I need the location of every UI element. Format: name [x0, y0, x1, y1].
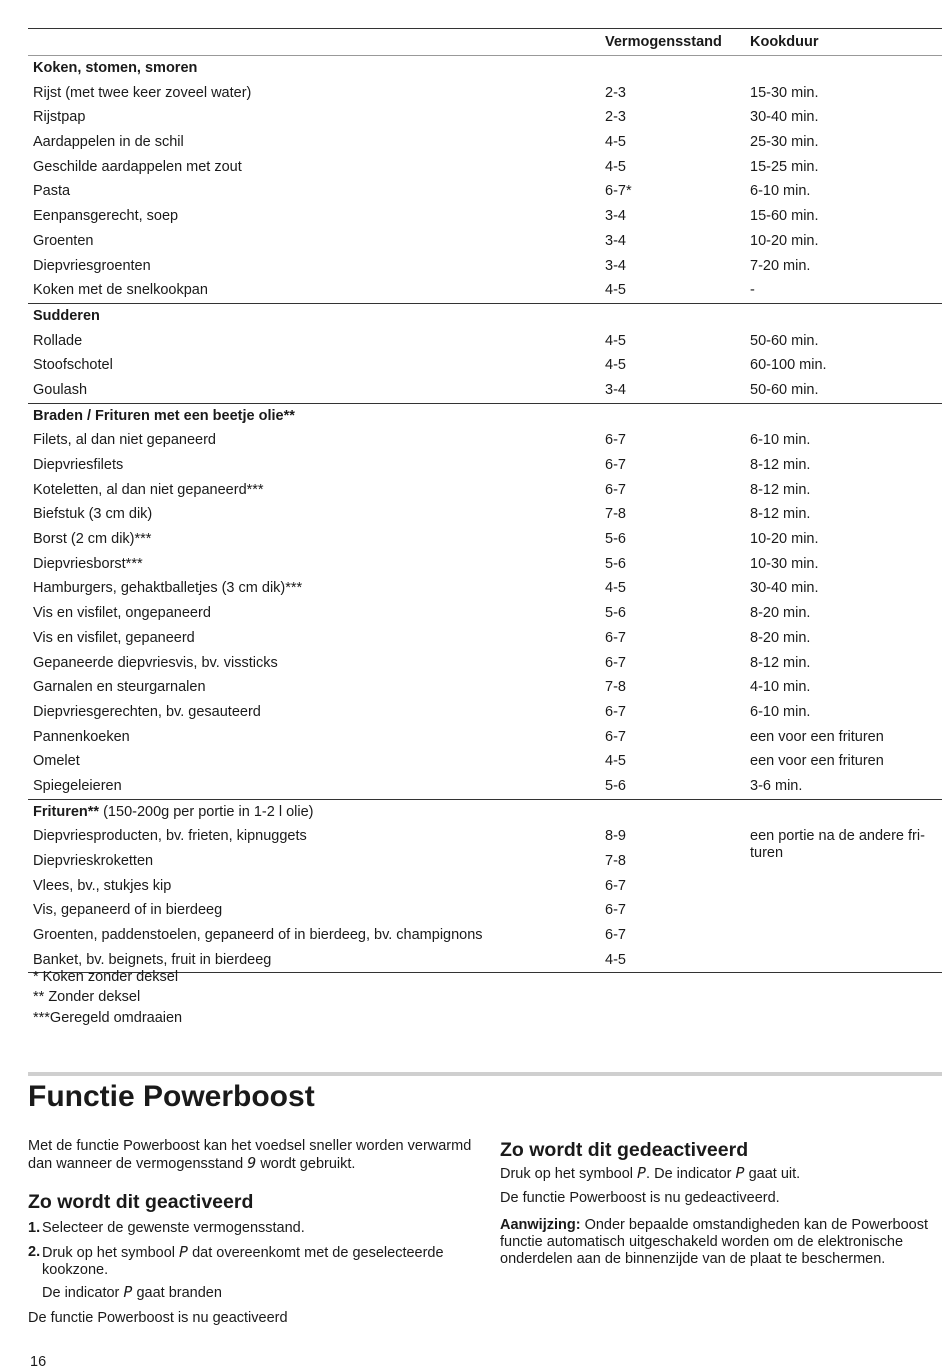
cooking-time-cell: 10-20 min. [750, 232, 819, 249]
cooking-time-cell: 60-100 min. [750, 357, 827, 374]
dish-cell: Borst (2 cm dik)*** [33, 531, 152, 548]
header-cooking-time: Kookduur [750, 34, 819, 50]
power-level-cell: 4-5 [605, 580, 626, 597]
table-row [28, 725, 942, 750]
power-level-cell: 5-6 [605, 531, 626, 548]
cooking-time-cell: 8-12 min. [750, 654, 811, 671]
section-title: Frituren** [33, 803, 100, 820]
cooking-time-cell: een voor een frituren [750, 728, 884, 745]
dish-cell: Banket, bv. beignets, fruit in bierdeeg [33, 951, 272, 968]
dish-cell: Eenpansgerecht, soep [33, 208, 179, 225]
power-level-cell: 6-7 [605, 629, 626, 646]
header-power-level: Vermogensstand [605, 34, 722, 50]
power-level-cell: 7-8 [605, 679, 626, 696]
cooking-time-cell: 7-20 min. [750, 257, 811, 274]
power-level-cell: 7-8 [605, 853, 626, 869]
cooking-time-cell: 8-20 min. [750, 629, 811, 646]
table-row [28, 478, 942, 503]
section-title-line [33, 800, 313, 825]
footnote: ***Geregeld omdraaien [33, 1009, 183, 1026]
footnote: * Koken zonder deksel [33, 969, 179, 985]
section-title: Sudderen [33, 307, 100, 324]
dish-cell: Pasta [33, 183, 71, 200]
cooking-time-cell: 50-60 min. [750, 332, 819, 349]
dish-cell: Goulash [33, 381, 88, 398]
table-row [28, 254, 942, 279]
power-level-cell: 5-6 [605, 777, 626, 794]
section-rows [28, 81, 942, 303]
table-row [28, 651, 942, 676]
power-level-cell: 3-4 [605, 381, 626, 398]
cooking-time-cell: 25-30 min. [750, 134, 819, 151]
power-level-cell: 4-5 [605, 282, 626, 299]
dish-cell: Koteletten, al dan niet gepaneerd*** [33, 481, 264, 498]
dish-cell: Filets, al dan niet gepaneerd [33, 432, 216, 449]
table-footnotes [33, 967, 182, 1028]
cooking-time-cell: 8-12 min. [750, 457, 811, 473]
table-row [28, 353, 942, 378]
section-rows [28, 428, 942, 798]
table-row [28, 278, 942, 303]
power-level-cell: 6-7* [605, 183, 632, 200]
cooking-time-cell: een voor een frituren [750, 753, 884, 770]
power-level-cell: 8-9 [605, 828, 626, 845]
powerboost-symbol-icon: P [637, 1164, 647, 1182]
section-subtitle: (150-200g per portie in 1-2 l olie) [99, 803, 314, 820]
powerboost-indicator-icon: P [735, 1164, 745, 1182]
powerboost-symbol-icon: P [179, 1243, 189, 1261]
cooking-time-cell: 8-12 min. [750, 481, 811, 498]
section-title: Koken, stomen, smoren [33, 60, 198, 76]
cooking-time-cell: 10-30 min. [750, 555, 819, 572]
note-label: Aanwijzing: [500, 1217, 581, 1233]
dish-cell: Koken met de snelkookpan [33, 282, 208, 299]
dish-cell: Gepaneerde diepvriesvis, bv. vissticks [33, 654, 278, 671]
dish-cell: Omelet [33, 753, 80, 770]
power-level-cell: 5-6 [605, 555, 626, 572]
cooking-time-cell: 3-6 min. [750, 777, 803, 794]
section-divider [28, 1072, 942, 1076]
power-level-cell: 4-5 [605, 951, 626, 968]
power-level-cell: 4-5 [605, 357, 626, 374]
step-1: 1. Selecteer de gewenste vermogensstand. [28, 1220, 305, 1236]
dish-cell: Spiegeleieren [33, 777, 122, 794]
table-section-header [28, 56, 942, 81]
cooking-time-cell: 6-10 min. [750, 432, 811, 449]
cooking-time-cell: 15-30 min. [750, 84, 819, 101]
power-level-cell: 3-4 [605, 232, 626, 249]
deactivate-result: De functie Powerboost is nu gedeactiveerd. [500, 1190, 780, 1206]
dish-cell: Vis en visfilet, ongepaneerd [33, 605, 211, 622]
section-rows [28, 824, 942, 973]
dish-cell: Diepvriesproducten, bv. frieten, kipnuggets [33, 828, 307, 845]
step-2: 2. Druk op het symbool P dat overeenkomt met de geselecteerde kookzone. [28, 1243, 444, 1278]
power-level-cell: 6-7 [605, 927, 626, 944]
deactivate-heading: Zo wordt dit gedeactiveerd [500, 1139, 749, 1161]
power-level-cell: 6-7 [605, 877, 626, 894]
footnote: ** Zonder deksel [33, 989, 141, 1006]
table-row [28, 774, 942, 799]
note-paragraph: Aanwijzing: Onder bepaalde omstandigheden kan de Powerboost functie automatisch uitgeschakeld worden om de elektronische onderdelen aan de binnenzijde van de plaat te beschermen. [500, 1217, 929, 1267]
power-level-cell: 6-7 [605, 654, 626, 671]
right-column [500, 1138, 942, 1268]
power-level-cell: 6-7 [605, 728, 626, 745]
power-level-cell: 4-5 [605, 134, 626, 151]
dish-cell: Vlees, bv., stukjes kip [33, 877, 172, 894]
table-row [28, 204, 942, 229]
cooking-time-cell: 15-60 min. [750, 208, 819, 225]
dish-cell: Diepvriesgroenten [33, 257, 151, 274]
dish-cell: Groenten [33, 232, 94, 249]
dish-cell: Geschilde aardappelen met zout [33, 158, 242, 175]
power-level-cell: 7-8 [605, 506, 626, 523]
dish-cell: Biefstuk (3 cm dik) [33, 506, 153, 523]
cooking-time-cell: 30-40 min. [750, 580, 819, 597]
power-level-cell: 6-7 [605, 457, 626, 473]
table-row [28, 700, 942, 725]
power-level-cell: 4-5 [605, 332, 626, 349]
power-level-cell: 3-4 [605, 208, 626, 225]
dish-cell: Hamburgers, gehaktballetjes (3 cm dik)*** [33, 580, 303, 597]
dish-cell: Groenten, paddenstoelen, gepaneerd of in bierdeeg, bv. champignons [33, 927, 483, 944]
table-row [28, 552, 942, 577]
dish-cell: Rijst (met twee keer zoveel water) [33, 84, 252, 101]
table-row [28, 898, 942, 923]
cooking-time-cell: - [750, 282, 755, 299]
cooking-time-cell: 15-25 min. [750, 158, 819, 175]
power-level-cell: 3-4 [605, 257, 626, 274]
table-row [28, 428, 942, 453]
power-level-cell: 2-3 [605, 84, 626, 101]
table-row [28, 874, 942, 899]
left-column [28, 1138, 478, 1327]
cooking-time-cell: 6-10 min. [750, 703, 811, 720]
dish-cell: Vis en visfilet, gepaneerd [33, 629, 195, 646]
activate-heading: Zo wordt dit geactiveerd [28, 1191, 254, 1213]
table-row [28, 179, 942, 204]
power-level-cell: 6-7 [605, 902, 626, 919]
power-level-cell: 6-7 [605, 481, 626, 498]
power-level-cell: 6-7 [605, 432, 626, 449]
power-level-cell: 6-7 [605, 703, 626, 720]
table-row [28, 527, 942, 552]
frying-time-note: een portie na de andere fri-turen [750, 828, 925, 862]
powerboost-indicator-icon: P [123, 1283, 133, 1301]
cooking-time-cell: 8-20 min. [750, 605, 811, 622]
section-rows [28, 329, 942, 403]
dish-cell: Rollade [33, 332, 83, 349]
dish-cell: Diepvriesgerechten, bv. gesauteerd [33, 703, 261, 720]
cooking-table [28, 28, 942, 973]
dish-cell: Diepvriesfilets [33, 457, 124, 473]
power-level-9-symbol: 9 [247, 1154, 257, 1172]
table-row [28, 81, 942, 106]
cooking-time-cell: 30-40 min. [750, 109, 819, 126]
table-row [28, 576, 942, 601]
dish-cell: Diepvrieskroketten [33, 853, 154, 869]
indicator-note: De indicator P gaat branden [42, 1283, 222, 1301]
table-row [28, 130, 942, 155]
table-row [28, 155, 942, 180]
table-row [28, 601, 942, 626]
cooking-time-cell: 4-10 min. [750, 679, 811, 696]
table-section-header [28, 303, 942, 329]
cooking-time-cell: 10-20 min. [750, 531, 819, 548]
table-row [28, 675, 942, 700]
dish-cell: Pannenkoeken [33, 728, 130, 745]
power-level-cell: 5-6 [605, 605, 626, 622]
dish-cell: Stoofschotel [33, 357, 113, 374]
cooking-time-cell: 50-60 min. [750, 381, 819, 398]
table-row [28, 626, 942, 651]
table-header [28, 29, 942, 56]
table-section-header [28, 403, 942, 429]
dish-cell: Rijstpap [33, 109, 86, 126]
cooking-time-cell: 8-12 min. [750, 506, 811, 523]
table-row [28, 923, 942, 948]
dish-cell: Aardappelen in de schil [33, 134, 184, 151]
table-row [28, 329, 942, 354]
deactivate-line: Druk op het symbool P. De indicator P gaat uit. [500, 1164, 801, 1182]
activate-result: De functie Powerboost is nu geactiveerd [28, 1310, 288, 1326]
table-row [28, 105, 942, 130]
intro-paragraph: Met de functie Powerboost kan het voedsel sneller worden verwarmd dan wanneer de vermogensstand 9 wordt gebruikt. [28, 1138, 472, 1172]
section-title: Functie Powerboost [28, 1080, 315, 1113]
table-row [28, 229, 942, 254]
table-body [28, 56, 942, 973]
table-row [28, 749, 942, 774]
power-level-cell: 4-5 [605, 753, 626, 770]
section-title: Braden / Frituren met een beetje olie** [33, 407, 295, 424]
table-row [28, 453, 942, 478]
table-row [28, 378, 942, 403]
dish-cell: Garnalen en steurgarnalen [33, 679, 206, 696]
dish-cell: Diepvriesborst*** [33, 555, 143, 572]
table-row [28, 502, 942, 527]
power-level-cell: 4-5 [605, 158, 626, 175]
cooking-time-cell: 6-10 min. [750, 183, 811, 200]
activate-steps [28, 1220, 478, 1302]
power-level-cell: 2-3 [605, 109, 626, 126]
page-number: 16 [30, 1354, 47, 1370]
dish-cell: Vis, gepaneerd of in bierdeeg [33, 902, 223, 919]
table-section-header [28, 799, 942, 825]
